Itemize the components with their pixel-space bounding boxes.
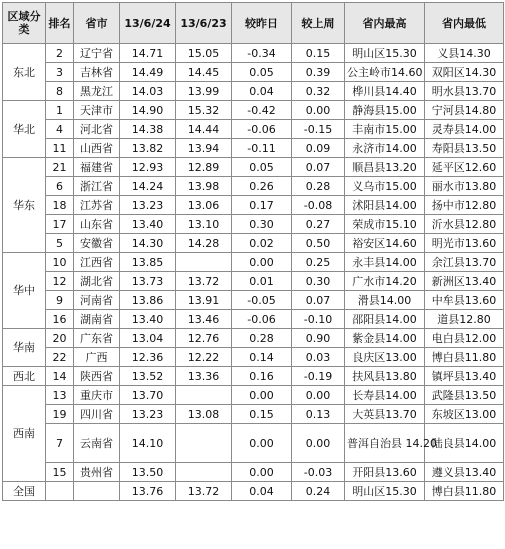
price-date-2-cell: 13.46 bbox=[176, 310, 232, 329]
highest-cell: 大英县13.70 bbox=[345, 405, 425, 424]
table-header bbox=[3, 3, 504, 44]
vs-last-week-cell: 0.03 bbox=[292, 348, 345, 367]
vs-yesterday-cell: 0.16 bbox=[232, 367, 292, 386]
price-date-2-cell: 13.10 bbox=[176, 215, 232, 234]
vs-last-week-cell: -0.19 bbox=[292, 367, 345, 386]
province-cell: 广西 bbox=[74, 348, 120, 367]
highest-cell: 紫金县14.00 bbox=[345, 329, 425, 348]
region-cell: 东北 bbox=[3, 44, 46, 101]
price-date-1-cell: 12.36 bbox=[120, 348, 176, 367]
table-row bbox=[3, 424, 504, 463]
table-row bbox=[3, 158, 504, 177]
price-date-2-cell: 15.05 bbox=[176, 44, 232, 63]
header-vs-last-week: 较上周 bbox=[292, 3, 345, 44]
price-date-2-cell: 14.44 bbox=[176, 120, 232, 139]
province-cell: 河南省 bbox=[74, 291, 120, 310]
header-highest: 省内最高 bbox=[345, 3, 425, 44]
province-cell: 天津市 bbox=[74, 101, 120, 120]
price-date-2-cell: 13.72 bbox=[176, 272, 232, 291]
price-date-1-cell: 13.23 bbox=[120, 196, 176, 215]
province-cell: 山东省 bbox=[74, 215, 120, 234]
highest-cell: 普洱自治县 14.20 bbox=[345, 424, 425, 463]
total-row bbox=[3, 482, 504, 501]
province-cell: 湖北省 bbox=[74, 272, 120, 291]
rank-cell: 10 bbox=[46, 253, 74, 272]
province-cell: 河北省 bbox=[74, 120, 120, 139]
highest-cell: 邵阳县14.00 bbox=[345, 310, 425, 329]
vs-last-week-cell: 0.27 bbox=[292, 215, 345, 234]
vs-yesterday-cell: 0.04 bbox=[232, 82, 292, 101]
table-row bbox=[3, 215, 504, 234]
lowest-cell: 扬中市12.80 bbox=[425, 196, 504, 215]
rank-cell: 14 bbox=[46, 367, 74, 386]
rank-cell: 2 bbox=[46, 44, 74, 63]
vs-last-week-cell: -0.08 bbox=[292, 196, 345, 215]
rank-cell: 12 bbox=[46, 272, 74, 291]
vs-yesterday-cell: -0.06 bbox=[232, 310, 292, 329]
vs-last-week-cell: 0.32 bbox=[292, 82, 345, 101]
vs-last-week-cell: 0.15 bbox=[292, 44, 345, 63]
price-date-2-cell: 12.22 bbox=[176, 348, 232, 367]
price-date-2-cell: 14.45 bbox=[176, 63, 232, 82]
price-date-1-cell: 13.50 bbox=[120, 463, 176, 482]
highest-cell: 裕安区14.60 bbox=[345, 234, 425, 253]
vs-yesterday-cell: -0.06 bbox=[232, 120, 292, 139]
rank-cell: 11 bbox=[46, 139, 74, 158]
rank-cell: 22 bbox=[46, 348, 74, 367]
vs-yesterday-cell: -0.34 bbox=[232, 44, 292, 63]
table-row bbox=[3, 310, 504, 329]
lowest-cell: 义县14.30 bbox=[425, 44, 504, 63]
region-cell: 华南 bbox=[3, 329, 46, 367]
price-date-2-cell: 12.89 bbox=[176, 158, 232, 177]
province-cell: 浙江省 bbox=[74, 177, 120, 196]
vs-yesterday-cell: 0.00 bbox=[232, 253, 292, 272]
lowest-cell: 沂水县12.80 bbox=[425, 215, 504, 234]
table-row bbox=[3, 139, 504, 158]
price-date-1-cell: 13.86 bbox=[120, 291, 176, 310]
vs-last-week-cell: 0.07 bbox=[292, 291, 345, 310]
table-row bbox=[3, 82, 504, 101]
vs-last-week-cell: 0.00 bbox=[292, 424, 345, 463]
price-date-1-cell: 12.93 bbox=[120, 158, 176, 177]
header-vs-yesterday: 较昨日 bbox=[232, 3, 292, 44]
rank-cell: 8 bbox=[46, 82, 74, 101]
price-date-1-cell: 13.73 bbox=[120, 272, 176, 291]
province-cell: 江苏省 bbox=[74, 196, 120, 215]
region-cell: 华北 bbox=[3, 101, 46, 158]
province-price-table bbox=[2, 2, 504, 501]
vs-last-week-cell: 0.07 bbox=[292, 158, 345, 177]
table-row bbox=[3, 367, 504, 386]
vs-last-week-cell: -0.03 bbox=[292, 463, 345, 482]
table-row bbox=[3, 291, 504, 310]
vs-yesterday-cell: 0.28 bbox=[232, 329, 292, 348]
rank-cell: 16 bbox=[46, 310, 74, 329]
header-row bbox=[3, 3, 504, 44]
price-date-1-cell: 14.90 bbox=[120, 101, 176, 120]
price-date-1-cell: 14.03 bbox=[120, 82, 176, 101]
vs-last-week-cell: 0.00 bbox=[292, 101, 345, 120]
table-row bbox=[3, 120, 504, 139]
price-date-2-cell bbox=[176, 424, 232, 463]
total-vs-last-week-cell: 0.24 bbox=[292, 482, 345, 501]
region-cell: 华中 bbox=[3, 253, 46, 329]
vs-yesterday-cell: 0.30 bbox=[232, 215, 292, 234]
lowest-cell: 丽水市13.80 bbox=[425, 177, 504, 196]
lowest-cell: 东坡区13.00 bbox=[425, 405, 504, 424]
price-date-1-cell: 13.52 bbox=[120, 367, 176, 386]
vs-yesterday-cell: 0.14 bbox=[232, 348, 292, 367]
vs-yesterday-cell: 0.26 bbox=[232, 177, 292, 196]
price-date-2-cell: 12.76 bbox=[176, 329, 232, 348]
price-date-2-cell: 13.91 bbox=[176, 291, 232, 310]
lowest-cell: 电白县12.00 bbox=[425, 329, 504, 348]
price-date-2-cell: 13.99 bbox=[176, 82, 232, 101]
vs-last-week-cell: 0.09 bbox=[292, 139, 345, 158]
header-province: 省市 bbox=[74, 3, 120, 44]
vs-last-week-cell: 0.30 bbox=[292, 272, 345, 291]
rank-cell: 7 bbox=[46, 424, 74, 463]
price-date-1-cell: 13.23 bbox=[120, 405, 176, 424]
header-date-2: 13/6/23 bbox=[176, 3, 232, 44]
lowest-cell: 明水县13.70 bbox=[425, 82, 504, 101]
table-row bbox=[3, 463, 504, 482]
price-date-2-cell: 13.06 bbox=[176, 196, 232, 215]
lowest-cell: 中牟县13.60 bbox=[425, 291, 504, 310]
total-lowest-cell: 博白县11.80 bbox=[425, 482, 504, 501]
header-region: 区域分类 bbox=[3, 3, 46, 44]
rank-cell: 6 bbox=[46, 177, 74, 196]
rank-cell: 1 bbox=[46, 101, 74, 120]
highest-cell: 扶风县13.80 bbox=[345, 367, 425, 386]
table-body bbox=[3, 44, 504, 501]
table-row bbox=[3, 63, 504, 82]
vs-yesterday-cell: -0.05 bbox=[232, 291, 292, 310]
vs-last-week-cell: 0.00 bbox=[292, 386, 345, 405]
price-date-1-cell: 13.04 bbox=[120, 329, 176, 348]
province-cell: 山西省 bbox=[74, 139, 120, 158]
price-date-2-cell: 13.94 bbox=[176, 139, 232, 158]
highest-cell: 丰南市15.00 bbox=[345, 120, 425, 139]
province-cell: 黑龙江 bbox=[74, 82, 120, 101]
highest-cell: 良庆区13.00 bbox=[345, 348, 425, 367]
highest-cell: 桦川县14.40 bbox=[345, 82, 425, 101]
vs-yesterday-cell: 0.05 bbox=[232, 158, 292, 177]
price-date-1-cell: 14.38 bbox=[120, 120, 176, 139]
province-cell: 云南省 bbox=[74, 424, 120, 463]
highest-cell: 永济市14.00 bbox=[345, 139, 425, 158]
vs-yesterday-cell: 0.00 bbox=[232, 424, 292, 463]
lowest-cell: 道县12.80 bbox=[425, 310, 504, 329]
lowest-cell: 延平区12.60 bbox=[425, 158, 504, 177]
price-date-2-cell bbox=[176, 253, 232, 272]
province-cell: 陕西省 bbox=[74, 367, 120, 386]
lowest-cell: 博白县11.80 bbox=[425, 348, 504, 367]
highest-cell: 永丰县14.00 bbox=[345, 253, 425, 272]
price-date-1-cell: 13.40 bbox=[120, 310, 176, 329]
highest-cell: 公主岭市14.60 bbox=[345, 63, 425, 82]
highest-cell: 义乌市15.00 bbox=[345, 177, 425, 196]
total-highest-cell: 明山区15.30 bbox=[345, 482, 425, 501]
vs-last-week-cell: -0.15 bbox=[292, 120, 345, 139]
price-date-2-cell bbox=[176, 463, 232, 482]
total-province-cell bbox=[74, 482, 120, 501]
price-date-2-cell bbox=[176, 386, 232, 405]
rank-cell: 18 bbox=[46, 196, 74, 215]
rank-cell: 17 bbox=[46, 215, 74, 234]
highest-cell: 静海县15.00 bbox=[345, 101, 425, 120]
price-date-1-cell: 13.70 bbox=[120, 386, 176, 405]
vs-yesterday-cell: 0.00 bbox=[232, 386, 292, 405]
lowest-cell: 双阳区14.30 bbox=[425, 63, 504, 82]
lowest-cell: 镇坪县13.40 bbox=[425, 367, 504, 386]
region-cell: 西南 bbox=[3, 386, 46, 482]
table-row bbox=[3, 196, 504, 215]
lowest-cell: 余江县13.70 bbox=[425, 253, 504, 272]
vs-last-week-cell: 0.25 bbox=[292, 253, 345, 272]
vs-yesterday-cell: -0.42 bbox=[232, 101, 292, 120]
vs-last-week-cell: 0.28 bbox=[292, 177, 345, 196]
rank-cell: 13 bbox=[46, 386, 74, 405]
rank-cell: 3 bbox=[46, 63, 74, 82]
price-date-1-cell: 14.30 bbox=[120, 234, 176, 253]
price-date-1-cell: 14.71 bbox=[120, 44, 176, 63]
total-price-date-1-cell: 13.76 bbox=[120, 482, 176, 501]
vs-last-week-cell: 0.13 bbox=[292, 405, 345, 424]
price-date-1-cell: 13.85 bbox=[120, 253, 176, 272]
highest-cell: 开阳县13.60 bbox=[345, 463, 425, 482]
price-date-1-cell: 14.10 bbox=[120, 424, 176, 463]
header-lowest: 省内最低 bbox=[425, 3, 504, 44]
vs-last-week-cell: 0.50 bbox=[292, 234, 345, 253]
price-date-2-cell: 13.08 bbox=[176, 405, 232, 424]
vs-yesterday-cell: -0.11 bbox=[232, 139, 292, 158]
table-row bbox=[3, 348, 504, 367]
highest-cell: 明山区15.30 bbox=[345, 44, 425, 63]
price-date-1-cell: 14.24 bbox=[120, 177, 176, 196]
rank-cell: 5 bbox=[46, 234, 74, 253]
lowest-cell: 宁河县14.80 bbox=[425, 101, 504, 120]
highest-cell: 长寿县14.00 bbox=[345, 386, 425, 405]
vs-yesterday-cell: 0.02 bbox=[232, 234, 292, 253]
total-region-cell: 全国 bbox=[3, 482, 46, 501]
highest-cell: 沭阳县14.00 bbox=[345, 196, 425, 215]
lowest-cell: 明光市13.60 bbox=[425, 234, 504, 253]
rank-cell: 15 bbox=[46, 463, 74, 482]
rank-cell: 19 bbox=[46, 405, 74, 424]
header-date-1: 13/6/24 bbox=[120, 3, 176, 44]
price-date-2-cell: 13.36 bbox=[176, 367, 232, 386]
province-cell: 广东省 bbox=[74, 329, 120, 348]
lowest-cell: 新洲区13.40 bbox=[425, 272, 504, 291]
rank-cell: 20 bbox=[46, 329, 74, 348]
price-date-1-cell: 14.49 bbox=[120, 63, 176, 82]
province-cell: 福建省 bbox=[74, 158, 120, 177]
table-row bbox=[3, 329, 504, 348]
table-row bbox=[3, 405, 504, 424]
table-row bbox=[3, 101, 504, 120]
province-cell: 四川省 bbox=[74, 405, 120, 424]
lowest-cell: 陆良县14.00 bbox=[425, 424, 504, 463]
province-cell: 辽宁省 bbox=[74, 44, 120, 63]
province-cell: 湖南省 bbox=[74, 310, 120, 329]
header-rank: 排名 bbox=[46, 3, 74, 44]
price-date-1-cell: 13.82 bbox=[120, 139, 176, 158]
vs-last-week-cell: -0.10 bbox=[292, 310, 345, 329]
vs-last-week-cell: 0.90 bbox=[292, 329, 345, 348]
rank-cell: 21 bbox=[46, 158, 74, 177]
province-cell: 重庆市 bbox=[74, 386, 120, 405]
vs-yesterday-cell: 0.01 bbox=[232, 272, 292, 291]
highest-cell: 滑县14.00 bbox=[345, 291, 425, 310]
lowest-cell: 灵寿县14.00 bbox=[425, 120, 504, 139]
price-date-1-cell: 13.40 bbox=[120, 215, 176, 234]
price-date-2-cell: 15.32 bbox=[176, 101, 232, 120]
table-row bbox=[3, 386, 504, 405]
rank-cell: 4 bbox=[46, 120, 74, 139]
lowest-cell: 寿阳县13.50 bbox=[425, 139, 504, 158]
province-cell: 贵州省 bbox=[74, 463, 120, 482]
vs-yesterday-cell: 0.15 bbox=[232, 405, 292, 424]
region-cell: 华东 bbox=[3, 158, 46, 253]
table-row bbox=[3, 234, 504, 253]
lowest-cell: 遵义县13.40 bbox=[425, 463, 504, 482]
total-rank-cell bbox=[46, 482, 74, 501]
province-cell: 江西省 bbox=[74, 253, 120, 272]
vs-yesterday-cell: 0.00 bbox=[232, 463, 292, 482]
rank-cell: 9 bbox=[46, 291, 74, 310]
price-date-2-cell: 14.28 bbox=[176, 234, 232, 253]
vs-yesterday-cell: 0.05 bbox=[232, 63, 292, 82]
region-cell: 西北 bbox=[3, 367, 46, 386]
highest-cell: 顺昌县13.20 bbox=[345, 158, 425, 177]
province-cell: 吉林省 bbox=[74, 63, 120, 82]
table-row bbox=[3, 272, 504, 291]
table-row bbox=[3, 253, 504, 272]
vs-last-week-cell: 0.39 bbox=[292, 63, 345, 82]
total-price-date-2-cell: 13.72 bbox=[176, 482, 232, 501]
table-row bbox=[3, 44, 504, 63]
total-vs-yesterday-cell: 0.04 bbox=[232, 482, 292, 501]
lowest-cell: 武隆县13.50 bbox=[425, 386, 504, 405]
price-date-2-cell: 13.98 bbox=[176, 177, 232, 196]
highest-cell: 广水市14.20 bbox=[345, 272, 425, 291]
table-row bbox=[3, 177, 504, 196]
province-cell: 安徽省 bbox=[74, 234, 120, 253]
vs-yesterday-cell: 0.17 bbox=[232, 196, 292, 215]
highest-cell: 荣成市15.10 bbox=[345, 215, 425, 234]
